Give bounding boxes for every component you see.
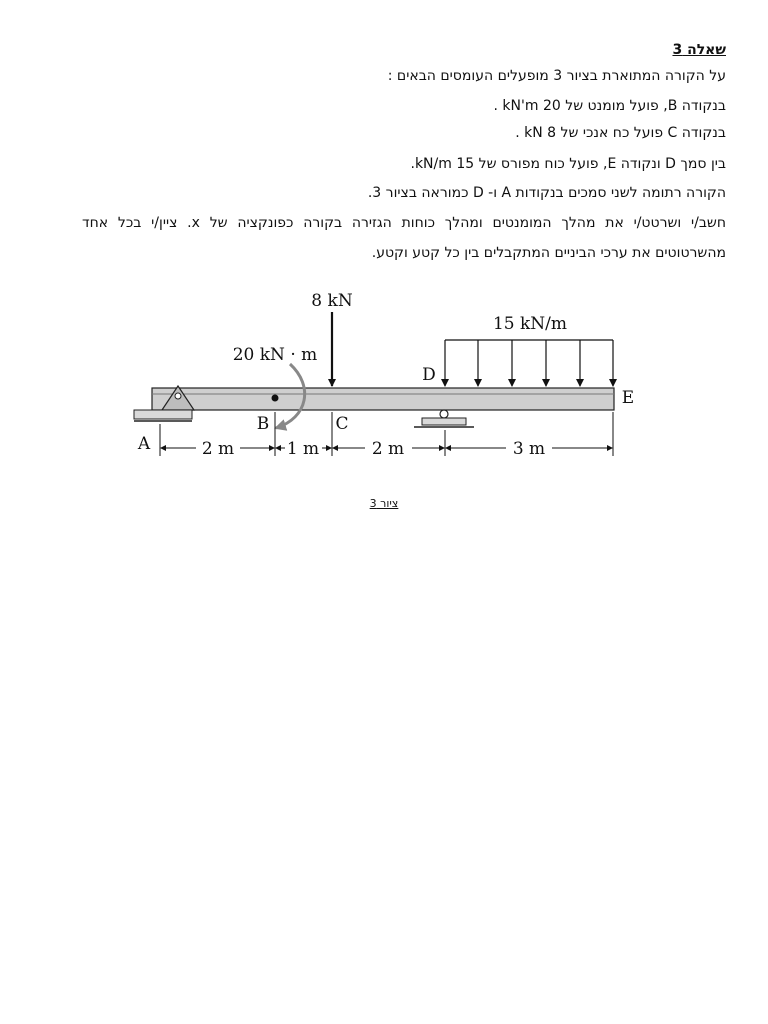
task-text-continued: מהשרטוטים את ערכי הביניים המתקבלים בין כל קטע וקטע. [371, 245, 726, 261]
dimension-de-label: 3 m [512, 439, 546, 459]
load-point-text: בנקודה C פועל כח אנכי של 8 kN . [515, 125, 726, 141]
problem-intro: על הקורה המתוארת בציור 3 מופעלים העומסים הבאים : [387, 68, 726, 84]
label-b: B [256, 414, 270, 434]
label-a: A [137, 434, 151, 454]
problem-heading: שאלה 3 [672, 42, 726, 58]
task-text: חשב/י ושרטט/י את מהלך המומנטים ומהלך כוחות הגזירה בקורה כפונקציה של x. ציין/י בכל אחד [82, 215, 726, 231]
label-e: E [621, 388, 635, 408]
label-d: D [422, 365, 436, 385]
point-load-label: 8 kN [311, 291, 353, 311]
supports-text: הקורה רתומה לשני סמכים בנקודות A ו- D כמוראה בציור 3. [367, 185, 726, 201]
label-c: C [335, 414, 349, 434]
load-moment-text: בנקודה B, פועל מומנט של 20 kN'm . [493, 98, 726, 114]
dimension-cd-label: 2 m [371, 439, 405, 459]
point-b-marker [272, 395, 279, 402]
beam [152, 388, 614, 410]
moment-label: 20 kN · m [232, 345, 318, 365]
load-distributed-text: בין סמך D ונקודה E, פועל כוח מפורס של 15 kN/m. [410, 156, 726, 172]
distributed-load [445, 340, 613, 386]
roller-support-d [414, 410, 474, 427]
distributed-load-label: 15 kN/m [492, 314, 568, 334]
dimension-ab-label: 2 m [201, 439, 235, 459]
dimension-bc-label: 1 m [286, 439, 320, 459]
figure-caption: ציור 3 [369, 497, 399, 510]
beam-figure [120, 282, 640, 472]
beam-diagram [120, 282, 640, 472]
